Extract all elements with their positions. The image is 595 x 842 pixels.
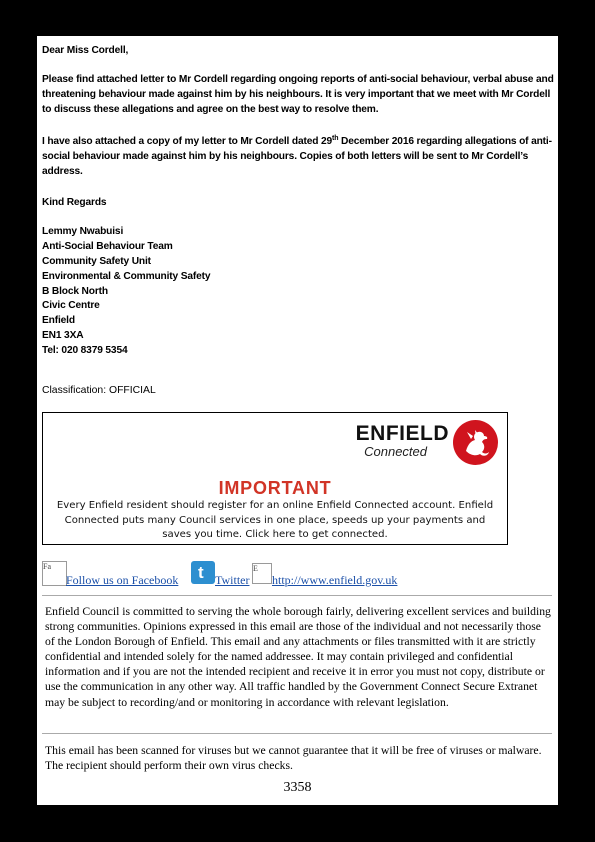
disclaimer-text: Enfield Council is committed to serving the whole borough fairly, delivering excellent services and building strong communities. Opinions expressed in this email are those of the individual and not necessarily those of the London Borough of Enfield. This email and any attachments or files transmitted with it are strictly confidential and intended solely for the named addressee. It may contain privileged and confidential information and if you are not the intended recipient and receive it in error you must not copy, distribute or use the communication in any other way. All traffic handled by the Government Connect Secure Extranet may be subject to recording/and or monitoring in accordance with relevant legislation. [45, 605, 551, 709]
document-page [37, 36, 558, 805]
sign-off: Kind Regards [42, 197, 107, 208]
enfield-connected-logo [356, 423, 449, 459]
paragraph-2-end: December 2016 regarding allegations of anti-social behaviour made against him by his neighbours. Copies of both letters will be sent to Mr Cordell’s address. [42, 136, 552, 177]
signature-line: Civic Centre [42, 300, 100, 312]
logo-subtitle: Connected [364, 444, 427, 459]
virus-notice: This email has been scanned for viruses but we cannot guarantee that it will be free of viruses or malware. The recipient should perform their own virus checks. [45, 744, 542, 773]
enfield-connected-banner[interactable] [42, 412, 508, 545]
signature-line: Environmental & Community Safety [42, 270, 211, 282]
signature-line: Anti-Social Behaviour Team [42, 240, 173, 252]
paragraph-2-start: I have also attached a copy of my letter to Mr Cordell dated 29 [42, 136, 333, 147]
signature-line: B Block North [42, 285, 108, 297]
logo-wordmark: ENFIELD [355, 422, 449, 445]
classification-label: Classification: OFFICIAL [42, 385, 156, 396]
website-link[interactable]: http://www.enfield.gov.uk [272, 573, 398, 587]
signature-line: Community Safety Unit [42, 255, 151, 267]
signature-line: Tel: 020 8379 5354 [42, 345, 128, 357]
greeting: Dear Miss Cordell, [42, 45, 129, 56]
signature-line: EN1 3XA [42, 330, 84, 342]
website-image[interactable]: E [252, 563, 272, 584]
twitter-icon[interactable]: t [191, 561, 215, 584]
divider [42, 733, 552, 734]
dragon-crest-icon [453, 420, 498, 465]
banner-message[interactable]: Every Enfield resident should register for an online Enfield Connected account. Enfield Connected puts many Council services in one place, speeds up your payments and saves you time. Click here to get connected. [56, 500, 494, 541]
facebook-image[interactable]: Fa [42, 561, 67, 586]
facebook-link[interactable]: Follow us on Facebook [66, 573, 179, 587]
important-heading: IMPORTANT [218, 478, 332, 498]
paragraph-2 [42, 135, 554, 179]
signature-line: Lemmy Nwabuisi [42, 226, 124, 237]
ordinal-suffix: th [332, 135, 339, 142]
twitter-link[interactable]: Twitter [215, 573, 250, 587]
social-links [42, 559, 542, 589]
paragraph-1: Please find attached letter to Mr Cordell regarding ongoing reports of anti-social behaviour, verbal abuse and threatening behaviour made against him by his neighbours. It is very important that we meet with Mr Cordell to discuss these allegations and agree on the best way to resolve them. [42, 74, 554, 115]
page-number: 3358 [283, 780, 312, 795]
signature-line: Enfield [42, 315, 75, 327]
divider [42, 595, 552, 596]
signature-block [42, 225, 210, 359]
